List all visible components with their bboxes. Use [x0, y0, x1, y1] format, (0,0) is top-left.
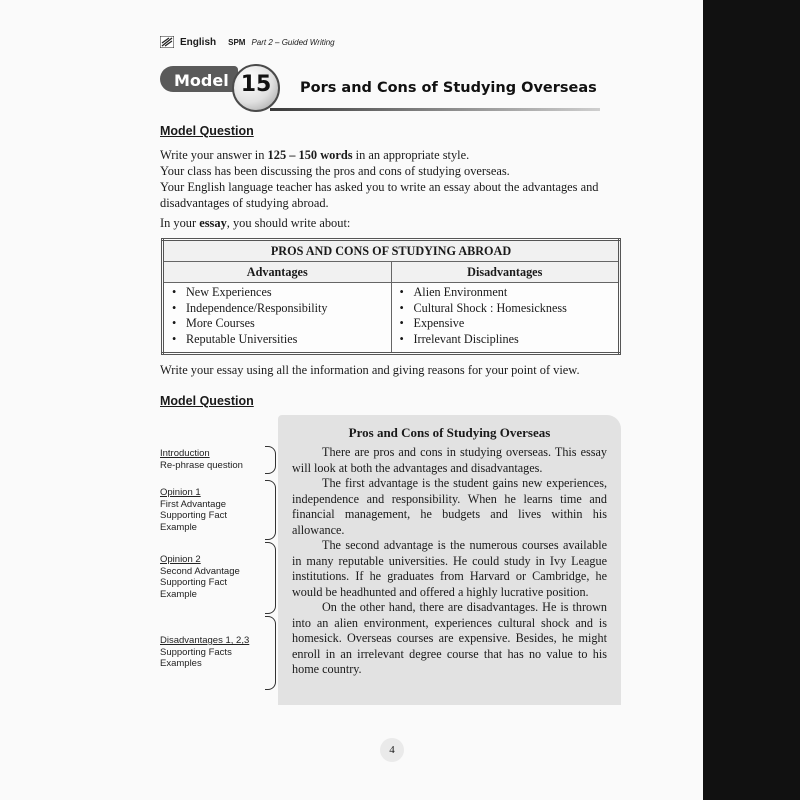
brace-opinion-1 — [265, 480, 276, 540]
side-label-title: Opinion 1 — [160, 487, 201, 498]
essay-paragraph-1: There are pros and cons in studying overseas. This essay will look at both the advantages and disadvantages. — [292, 445, 607, 475]
essay-paragraph-4: On the other hand, there are disadvantages. He is thrown into an alien environment, experiences cultural shock and is homesick. Overseas courses are expensive. Besides, he might enroll in an irrelevant degree course that has no value to his home country. — [292, 600, 607, 676]
essay-box — [278, 415, 621, 705]
brace-opinion-2 — [265, 542, 276, 614]
header-spm: SPM — [228, 37, 246, 47]
side-label-title: Introduction — [160, 448, 210, 459]
essay-paragraph-3: The second advantage is the numerous courses available in many reputable universities. He could study in Ivy League institutions. If he graduates from Harvard or Cambridge, he would be headhunted and offered a highly lucrative position. — [292, 538, 607, 599]
essay-body — [292, 445, 607, 678]
list-item: • Irrelevant Disciplines — [400, 332, 619, 348]
banner-underline — [270, 108, 600, 111]
instruction-line-1 — [160, 147, 660, 163]
banner-title: Pors and Cons of Studying Overseas — [300, 80, 597, 96]
banner-pill — [160, 66, 238, 92]
advantages-header: Advantages — [163, 262, 392, 283]
side-label-line: Examples — [160, 658, 202, 669]
instruction-line-4 — [160, 215, 660, 231]
line1-post: in an appropriate style. — [352, 148, 470, 162]
side-label-title: Disadvantages 1, 2,3 — [160, 635, 250, 646]
side-label-line: First Advantage — [160, 498, 227, 510]
brace-disadvantages — [265, 616, 276, 690]
question-instructions — [160, 147, 660, 211]
list-item: • Alien Environment — [400, 285, 619, 301]
disadvantages-list — [400, 285, 619, 347]
side-label-opinion-1 — [160, 487, 227, 533]
list-item: • Reputable Universities — [172, 332, 391, 348]
side-label-line: Example — [160, 588, 197, 600]
brace-introduction — [265, 446, 276, 474]
list-item: • Expensive — [400, 316, 619, 332]
list-item: • Independence/Responsibility — [172, 301, 391, 317]
line4-post: , you should write about: — [226, 216, 351, 230]
disadvantages-header: Disadvantages — [391, 262, 620, 283]
line1-bold: 125 – 150 words — [267, 148, 353, 162]
essay-instruction: Write your essay using all the information and giving reasons for your point of view. — [160, 363, 580, 377]
essay-title: Pros and Cons of Studying Overseas — [348, 425, 551, 440]
header-part: Part 2 – Guided Writing — [251, 37, 335, 47]
side-label-line: Second Advantage — [160, 565, 240, 577]
advantages-list — [172, 285, 391, 347]
line4-bold: essay — [199, 216, 227, 230]
page-edge-shadow — [703, 0, 800, 800]
stripes-logo-icon — [160, 36, 174, 48]
list-item: • More Courses — [172, 316, 391, 332]
side-label-title: Opinion 2 — [160, 554, 201, 565]
list-item: • New Experiences — [172, 285, 391, 301]
pros-cons-table — [161, 238, 621, 355]
line1-pre: Write your answer in — [160, 148, 268, 162]
header-subject: English — [180, 36, 217, 48]
page-header — [160, 36, 335, 48]
instruction-line-2: Your class has been discussing the pros and cons of studying overseas. — [160, 164, 510, 178]
side-label-introduction — [160, 448, 243, 471]
list-item: • Cultural Shock : Homesickness — [400, 301, 619, 317]
banner-number: 15 — [240, 72, 272, 97]
line4-pre: In your — [160, 216, 200, 230]
banner-label: Model — [174, 71, 229, 90]
model-question-heading-2: Model Question — [160, 394, 254, 408]
advantages-cell — [163, 283, 392, 354]
model-question-heading-1: Model Question — [160, 124, 254, 138]
side-label-line: Supporting Fact — [160, 577, 228, 588]
side-label-opinion-2 — [160, 554, 240, 600]
side-label-line: Supporting Facts — [160, 646, 232, 658]
side-label-line: Re-phrase question — [160, 459, 243, 471]
essay-paragraph-2: The first advantage is the student gains new experiences, independence and responsibility. When he learns time and financial management, he budgets and lives within his allowance. — [292, 476, 607, 537]
page-number: 4 — [380, 738, 404, 762]
table-title: PROS AND CONS OF STUDYING ABROAD — [163, 240, 620, 262]
side-label-line: Supporting Fact — [160, 510, 228, 521]
model-banner — [160, 64, 600, 116]
disadvantages-cell — [391, 283, 620, 354]
instruction-line-3: Your English language teacher has asked you to write an essay about the advantages and disadvantages of studying abroad. — [160, 180, 599, 210]
side-label-disadvantages — [160, 635, 249, 670]
side-label-line: Example — [160, 521, 197, 533]
